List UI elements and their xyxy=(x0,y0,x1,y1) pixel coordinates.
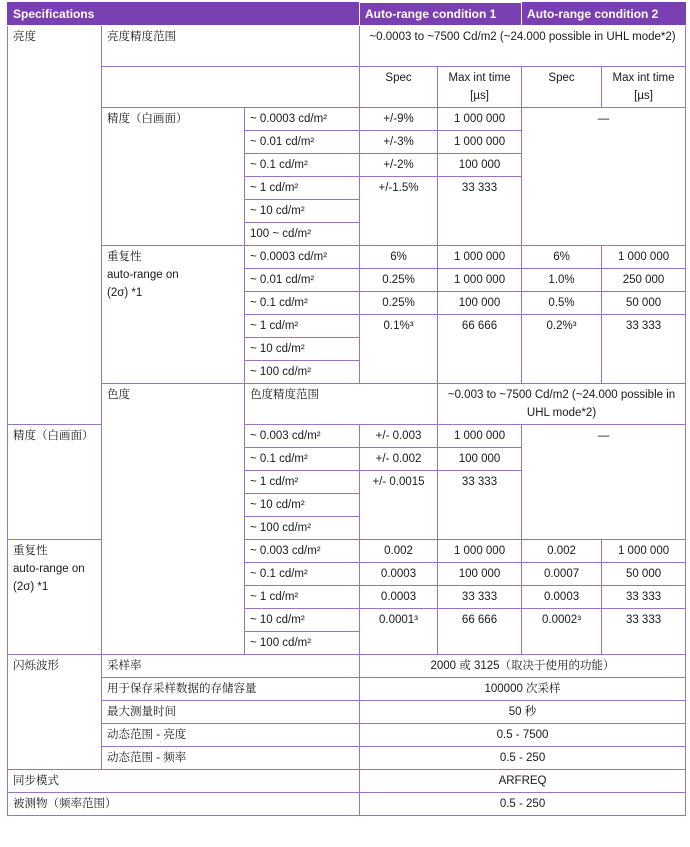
flicker-row-name: 动态范围 - 频率 xyxy=(102,747,360,770)
sync-mode-value: ARFREQ xyxy=(360,770,686,793)
time1-cell: 1 000 000 xyxy=(438,108,522,131)
luminance-range-value: ~0.0003 to ~7500 Cd/m2 (~24.000 possible in UHL mode*2) xyxy=(360,26,686,67)
time1-cell: 66 666 xyxy=(438,315,522,384)
luminance-section-label: 亮度 xyxy=(8,26,102,425)
flicker-row-name: 最大测量时间 xyxy=(102,701,360,724)
spec1-cell: +/-3% xyxy=(360,131,438,154)
spec2-cell: 0.5% xyxy=(522,292,602,315)
spec1-cell: +/-9% xyxy=(360,108,438,131)
spec2-cell: 0.0003 xyxy=(522,586,602,609)
target-value: 0.5 - 250 xyxy=(360,793,686,816)
col-max-int-1: Max int time [µs] xyxy=(438,67,522,108)
time1-cell: 1 000 000 xyxy=(438,131,522,154)
level-cell: ~ 0.0003 cd/m² xyxy=(245,108,360,131)
luminance-range-label: 亮度精度范围 xyxy=(102,26,360,67)
header-auto-range-2: Auto-range condition 2 xyxy=(522,3,686,26)
level-cell: ~ 0.0003 cd/m² xyxy=(245,246,360,269)
spec1-cell: 0.0003 xyxy=(360,563,438,586)
level-cell: ~ 1 cd/m² xyxy=(245,586,360,609)
time1-cell: 100 000 xyxy=(438,154,522,177)
level-cell: ~ 0.01 cd/m² xyxy=(245,269,360,292)
time1-cell: 1 000 000 xyxy=(438,425,522,448)
header-auto-range-1: Auto-range condition 1 xyxy=(360,3,522,26)
chromaticity-range-label: 色度精度范围 xyxy=(245,384,438,425)
chromaticity-range-value: ~0.003 to ~7500 Cd/m2 (~24.000 possible in UHL mode*2) xyxy=(438,384,686,425)
chromaticity-section-label: 色度 xyxy=(102,384,245,655)
col-spec-2: Spec xyxy=(522,67,602,108)
flicker-row-value: 0.5 - 250 xyxy=(360,747,686,770)
time1-cell: 33 333 xyxy=(438,586,522,609)
flicker-row-name: 用于保存采样数据的存储容量 xyxy=(102,678,360,701)
spec1-cell: 0.25% xyxy=(360,292,438,315)
chromaticity-repeatability-label xyxy=(8,540,102,655)
time1-cell: 33 333 xyxy=(438,471,522,540)
time2-cell: 50 000 xyxy=(602,292,686,315)
level-cell: ~ 0.003 cd/m² xyxy=(245,540,360,563)
spec1-cell: 0.25% xyxy=(360,269,438,292)
time2-cell: 50 000 xyxy=(602,563,686,586)
time1-cell: 100 000 xyxy=(438,563,522,586)
time1-cell: 1 000 000 xyxy=(438,269,522,292)
level-cell: ~ 0.1 cd/m² xyxy=(245,448,360,471)
target-label: 被测物（频率范围） xyxy=(8,793,360,816)
repeatability-mode: auto-range on xyxy=(13,563,85,575)
level-cell: ~ 0.1 cd/m² xyxy=(245,563,360,586)
luminance-accuracy-cond2-dash: — xyxy=(522,108,686,246)
flicker-row-value: 100000 次采样 xyxy=(360,678,686,701)
spec1-cell: +/-1.5% xyxy=(360,177,438,246)
spec1-cell: 0.002 xyxy=(360,540,438,563)
flicker-row-value: 0.5 - 7500 xyxy=(360,724,686,747)
time2-cell: 33 333 xyxy=(602,609,686,655)
flicker-row-value: 50 秒 xyxy=(360,701,686,724)
level-cell: ~ 1 cd/m² xyxy=(245,471,360,494)
chromaticity-accuracy-label: 精度（白画面） xyxy=(8,425,102,540)
level-cell: ~ 10 cd/m² xyxy=(245,494,360,517)
flicker-row-name: 动态范围 - 亮度 xyxy=(102,724,360,747)
sync-mode-label: 同步模式 xyxy=(8,770,360,793)
time2-cell: 33 333 xyxy=(602,586,686,609)
level-cell: ~ 100 cd/m² xyxy=(245,517,360,540)
repeatability-title: 重复性 xyxy=(107,251,142,263)
repeatability-title: 重复性 xyxy=(13,545,48,557)
time2-cell: 1 000 000 xyxy=(602,540,686,563)
spec2-cell: 0.002 xyxy=(522,540,602,563)
level-cell: ~ 10 cd/m² xyxy=(245,200,360,223)
spec2-cell: 0.2%³ xyxy=(522,315,602,384)
spec2-cell: 6% xyxy=(522,246,602,269)
spec2-cell: 0.0002³ xyxy=(522,609,602,655)
level-cell: ~ 0.003 cd/m² xyxy=(245,425,360,448)
level-cell: 100 ~ cd/m² xyxy=(245,223,360,246)
level-cell: ~ 100 cd/m² xyxy=(245,361,360,384)
time2-cell: 1 000 000 xyxy=(602,246,686,269)
chromaticity-accuracy-cond2-dash: — xyxy=(522,425,686,540)
header-specifications: Specifications xyxy=(8,3,360,26)
spec1-cell: 0.1%³ xyxy=(360,315,438,384)
repeatability-sigma: (2σ) *1 xyxy=(13,581,49,593)
repeatability-sigma: (2σ) *1 xyxy=(107,287,143,299)
col-max-int-2: Max int time [µs] xyxy=(602,67,686,108)
time1-cell: 100 000 xyxy=(438,292,522,315)
luminance-repeatability-label xyxy=(102,246,245,384)
flicker-row-name: 采样率 xyxy=(102,655,360,678)
level-cell: ~ 1 cd/m² xyxy=(245,177,360,200)
header-row xyxy=(8,3,686,26)
spec1-cell: 0.0003 xyxy=(360,586,438,609)
spec1-cell: +/- 0.003 xyxy=(360,425,438,448)
time1-cell: 33 333 xyxy=(438,177,522,246)
time2-cell: 33 333 xyxy=(602,315,686,384)
flicker-section-label: 闪烁波形 xyxy=(8,655,102,770)
level-cell: ~ 10 cd/m² xyxy=(245,338,360,361)
level-cell: ~ 100 cd/m² xyxy=(245,632,360,655)
time2-cell: 250 000 xyxy=(602,269,686,292)
time1-cell: 100 000 xyxy=(438,448,522,471)
spec1-cell: +/- 0.002 xyxy=(360,448,438,471)
time1-cell: 1 000 000 xyxy=(438,540,522,563)
luminance-accuracy-label: 精度（白画面） xyxy=(102,108,245,246)
repeatability-mode: auto-range on xyxy=(107,269,179,281)
specifications-table xyxy=(7,2,686,816)
level-cell: ~ 10 cd/m² xyxy=(245,609,360,632)
level-cell: ~ 0.1 cd/m² xyxy=(245,292,360,315)
level-cell: ~ 0.01 cd/m² xyxy=(245,131,360,154)
level-cell: ~ 1 cd/m² xyxy=(245,315,360,338)
spec2-cell: 0.0007 xyxy=(522,563,602,586)
spec1-cell: +/- 0.0015 xyxy=(360,471,438,540)
spec2-cell: 1.0% xyxy=(522,269,602,292)
spec1-cell: +/-2% xyxy=(360,154,438,177)
luminance-subheader-blank xyxy=(102,67,360,108)
spec1-cell: 0.0001³ xyxy=(360,609,438,655)
flicker-row-value: 2000 或 3125（取决于使用的功能） xyxy=(360,655,686,678)
level-cell: ~ 0.1 cd/m² xyxy=(245,154,360,177)
col-spec-1: Spec xyxy=(360,67,438,108)
time1-cell: 1 000 000 xyxy=(438,246,522,269)
time1-cell: 66 666 xyxy=(438,609,522,655)
spec1-cell: 6% xyxy=(360,246,438,269)
